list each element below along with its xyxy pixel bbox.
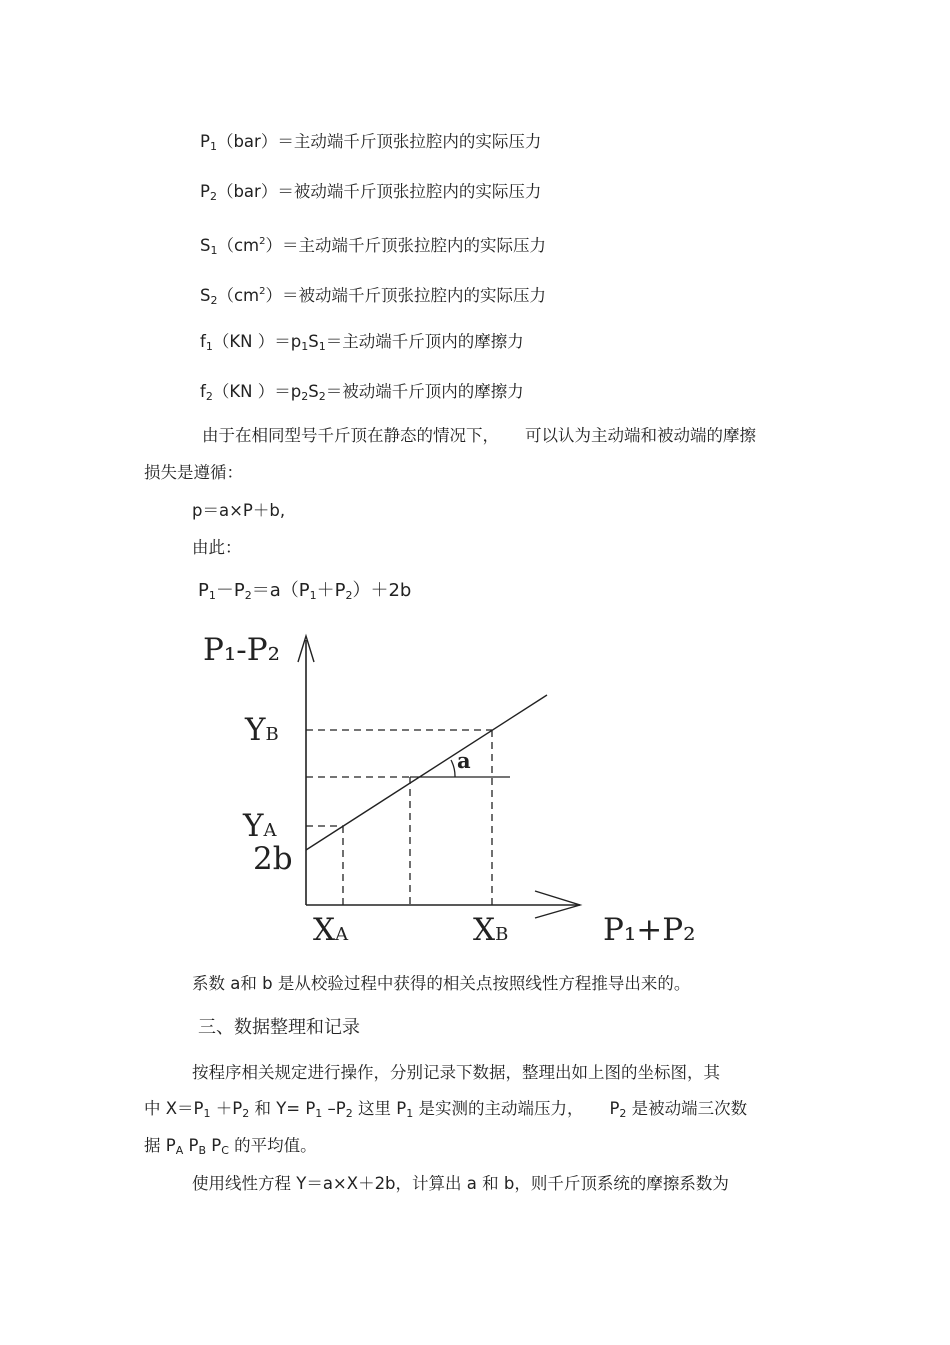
paragraph-linear-equation: 使用线性方程 Y＝a×X＋2b，计算出 a 和 b，则千斤顶系统的摩擦系数为 [192, 1174, 729, 1193]
yb-label: YB [245, 712, 279, 748]
paragraph-procedure-2: 中 $X=P_1 +P_2$ 和 $Y= P_1$ $-P_2$ 这里 $P_1$ 是实测的主动端压力， $P_2$ 是被动端三次数 [144, 1099, 748, 1120]
angle-arc [451, 760, 455, 777]
calibration-graph [195, 622, 715, 952]
y-axis-label: P₁-P₂ [203, 632, 281, 668]
definition-f1: $f_1(KN$ ）$=p_1S_1=$主动端千斤顶内的摩擦力 [200, 332, 524, 353]
paragraph-static-friction: 由于在相同型号千斤顶在静态的情况下， 可以认为主动端和被动端的摩擦 [202, 426, 756, 445]
regression-line [306, 695, 547, 850]
angle-label: a [457, 748, 471, 773]
paragraph-procedure-3: 据 $P_A$ $P_B$ $P_C$ 的平均值。 [144, 1136, 317, 1157]
definition-f2: $f_2(KN$ ）$=p_2S_2=$被动端千斤顶内的摩擦力 [200, 382, 524, 403]
formula-main: $P_1-P_2=a(P_1+P_2)+2b$ [198, 580, 412, 602]
definition-s2: $S_2(cm^2)=$被动端千斤顶张拉腔内的实际压力 [200, 286, 547, 307]
x-axis-label: P₁+P₂ [603, 912, 696, 948]
ya-label: YA [243, 808, 277, 844]
formula-linear: p＝a×P＋b, [192, 501, 286, 520]
definition-p1: $P_1(bar)=$主动端千斤顶张拉腔内的实际压力 [200, 132, 542, 153]
paragraph-procedure-1: 按程序相关规定进行操作，分别记录下数据，整理出如上图的坐标图，其 [192, 1063, 720, 1082]
xb-label: XB [473, 912, 509, 948]
intercept-label: 2b [253, 841, 293, 877]
paragraph-static-friction-cont: 损失是遵循： [144, 463, 243, 482]
xa-label: XA [313, 912, 349, 948]
definition-s1: $S_1(cm^2)=$主动端千斤顶张拉腔内的实际压力 [200, 236, 547, 257]
section-heading: 三、数据整理和记录 [198, 1017, 360, 1038]
coefficient-sentence: 系数 a和 b 是从校验过程中获得的相关点按照线性方程推导出来的。 [192, 974, 691, 993]
hence-label: 由此： [192, 538, 242, 557]
definition-p2: $P_2(bar)=$被动端千斤顶张拉腔内的实际压力 [200, 182, 542, 203]
